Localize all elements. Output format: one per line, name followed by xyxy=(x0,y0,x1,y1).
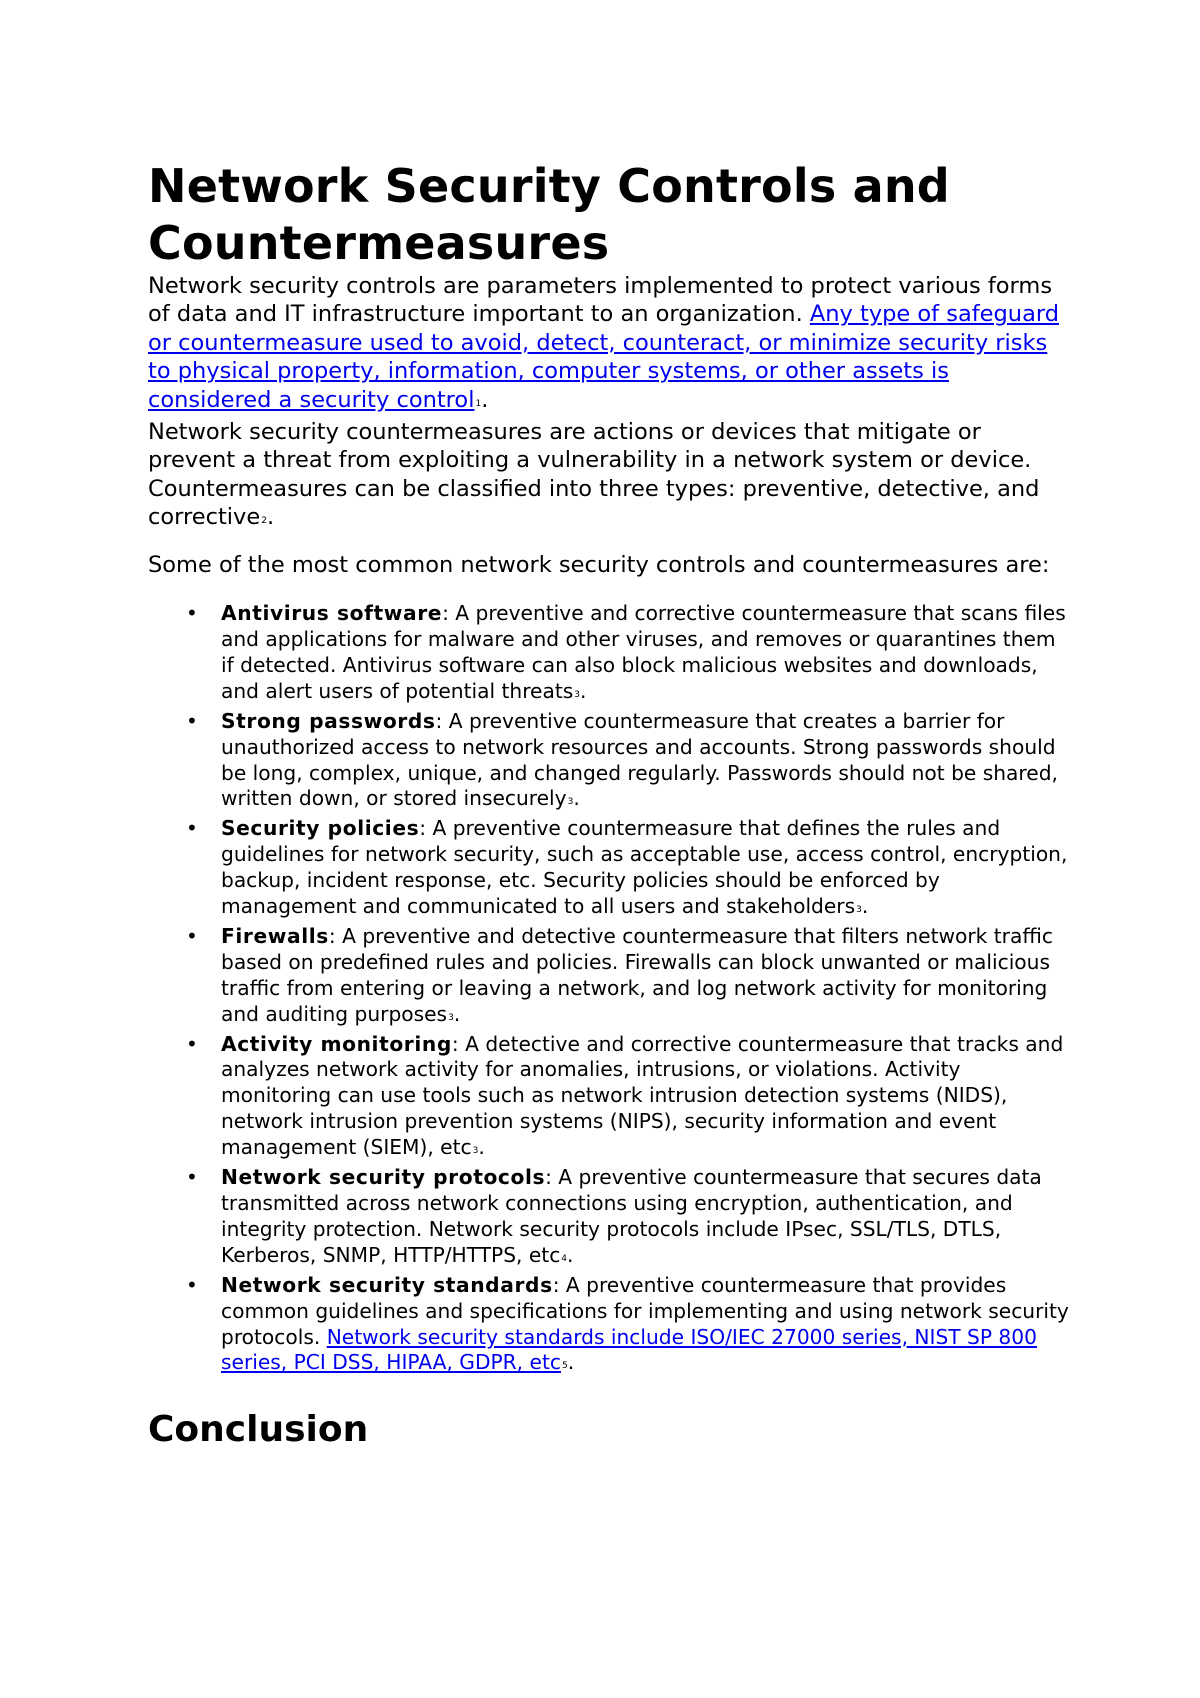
list-item: • Strong passwords: A preventive countermeasure that creates a barrier for unauthorized access to network resources and accounts. Strong passwords should be long, complex, unique, and changed regularly. Passwords should not be shared, written down, or stored insecurely$^3$. xyxy=(186,708,1058,811)
intro-paragraph-3: Some of the most common network security controls and countermeasures are: xyxy=(148,551,1050,578)
countermeasure-list xyxy=(148,601,1073,1380)
footnote-ref[interactable]: 3 xyxy=(856,905,862,916)
item-text: : A preventive countermeasure that creates a barrier for unauthorized access to network resources and accounts. Strong passwords should be long, complex, unique, and changed regularly. Passwords should not be shared, written down, or stored insecurely xyxy=(221,708,1058,811)
list-item: • Firewalls: A preventive and detective countermeasure that filters network traffic based on predefined rules and policies. Firewalls can block unwanted or malicious traffic from entering or leaving a network, and log network activity for monitoring and auditing purposes$^3$. xyxy=(186,923,1053,1026)
item-term: Firewalls xyxy=(221,923,329,948)
document-body xyxy=(148,158,1068,1452)
footnote-ref[interactable]: 4 xyxy=(561,1253,568,1264)
item-text: : A preventive countermeasure that provides common guidelines and specifications for implementing and using network security protocols. xyxy=(221,1272,1069,1349)
footnote-ref[interactable]: 3 xyxy=(574,689,581,700)
list-item: • Security policies: A preventive countermeasure that defines the rules and guidelines for network security, such as acceptable use, access control, encryption, backup, incident response, etc. Security policies should be enforced by management and communicated to all users and stakeholders$^3$. xyxy=(186,816,1068,919)
intro-text: Network security controls are parameters implemented to protect various forms of data and IT infrastructure important to an organization. xyxy=(148,273,1053,328)
item-term: Network security standards xyxy=(221,1272,553,1297)
intro-paragraph-2: Network security countermeasures are actions or devices that mitigate or prevent a threat from exploiting a vulnerability in a network system or device. Countermeasures can be classified into three types: preventive, detective, and corrective$^2$. xyxy=(148,419,1040,531)
conclusion-heading: Conclusion xyxy=(148,1409,369,1451)
bullet-icon: • xyxy=(186,708,198,733)
list-item: • Activity monitoring: A detective and corrective countermeasure that tracks and analyzes network activity for anomalies, intrusions, or violations. Activity monitoring can use tools such as network intrusion detection systems (NIDS), network intrusion prevention systems (NIPS), security information and event management (SIEM), etc$^3$. xyxy=(186,1031,1064,1160)
item-term: Network security protocols xyxy=(221,1165,546,1190)
item-term: Security policies xyxy=(221,816,420,841)
bullet-icon: • xyxy=(186,816,198,841)
standards-link[interactable]: Network security standards include ISO/IEC 27000 series, NIST SP 800 series, PCI DSS, HIPAA, GDPR, etc xyxy=(221,1324,1037,1375)
bullet-icon: • xyxy=(186,1031,198,1056)
item-text: : A preventive countermeasure that secures data transmitted across network connections using encryption, authentication, and integrity protection. Network security protocols include IPsec, SSL/TLS, DTLS, Kerberos, SNMP, HTTP/HTTPS, etc xyxy=(221,1165,1042,1267)
item-term: Strong passwords xyxy=(221,708,436,733)
item-text: : A preventive countermeasure that defines the rules and guidelines for network security, such as acceptable use, access control, encryption, backup, incident response, etc. Security policies should be enforced by management and communicated to all users and stakeholders xyxy=(221,816,1068,919)
list-item: • Antivirus software: A preventive and corrective countermeasure that scans files and applications for malware and other viruses, and removes or quarantines them if detected. Antivirus software can also block malicious websites and downloads, and alert users of potential threats$^3$. xyxy=(186,601,1066,703)
item-text: : A preventive and detective countermeasure that filters network traffic based on predefined rules and policies. Firewalls can block unwanted or malicious traffic from entering or leaving a network, and log network activity for monitoring and auditing purposes xyxy=(221,923,1053,1026)
footnote-ref[interactable]: 1 xyxy=(475,398,482,409)
bullet-icon: • xyxy=(186,1272,198,1297)
item-term: Antivirus software xyxy=(221,601,443,626)
intro-text: Network security countermeasures are actions or devices that mitigate or prevent a threat from exploiting a vulnerability in a network system or device. Countermeasures can be classified into three types: preventive, detective, and corrective xyxy=(148,419,1040,531)
footnote-ref[interactable]: 3 xyxy=(448,1012,454,1023)
footnote-ref[interactable]: 3 xyxy=(472,1146,479,1157)
page-title: Network Security Controls and Countermeasures xyxy=(148,159,950,270)
bullet-icon: • xyxy=(186,1165,198,1190)
footnote-ref[interactable]: 2 xyxy=(261,516,267,527)
security-control-link[interactable]: Any type of safeguard or countermeasure used to avoid, detect, counteract, or minimize security risks to physical property, information, computer systems, or other assets is considered a security control xyxy=(148,301,1059,413)
intro-paragraph-1: Network security controls are parameters implemented to protect various forms of data and IT infrastructure important to an organization. Any type of safeguard or countermeasure used to avoid, detect, counteract, or minimize security risks to physical property, information, computer systems, or other assets is considered a security control$^1$. xyxy=(148,273,1059,413)
bullet-icon: • xyxy=(186,601,198,626)
footnote-ref[interactable]: 3 xyxy=(567,797,574,808)
item-term: Activity monitoring xyxy=(221,1031,452,1056)
footnote-ref[interactable]: 5 xyxy=(561,1361,568,1372)
list-item: • Network security protocols: A preventive countermeasure that secures data transmitted across network connections using encryption, authentication, and integrity protection. Network security protocols include IPsec, SSL/TLS, DTLS, Kerberos, SNMP, HTTP/HTTPS, etc$^4$. xyxy=(186,1165,1042,1267)
bullet-icon: • xyxy=(186,923,198,948)
item-text: : A preventive and corrective countermeasure that scans files and applications for malware and other viruses, and removes or quarantines them if detected. Antivirus software can also block malicious websites and downloads, and alert users of potential threats xyxy=(221,601,1066,703)
item-text: : A detective and corrective countermeasure that tracks and analyzes network activity for anomalies, intrusions, or violations. Activity monitoring can use tools such as network intrusion detection systems (NIDS), network intrusion prevention systems (NIPS), security information and event management (SIEM), etc xyxy=(221,1031,1064,1160)
list-item: • Network security standards: A preventive countermeasure that provides common guidelines and specifications for implementing and using network security protocols. Network security standards include ISO/IEC 27000 series, NIST SP 800 series, PCI DSS, HIPAA, GDPR, etc$^5$. xyxy=(186,1272,1069,1375)
